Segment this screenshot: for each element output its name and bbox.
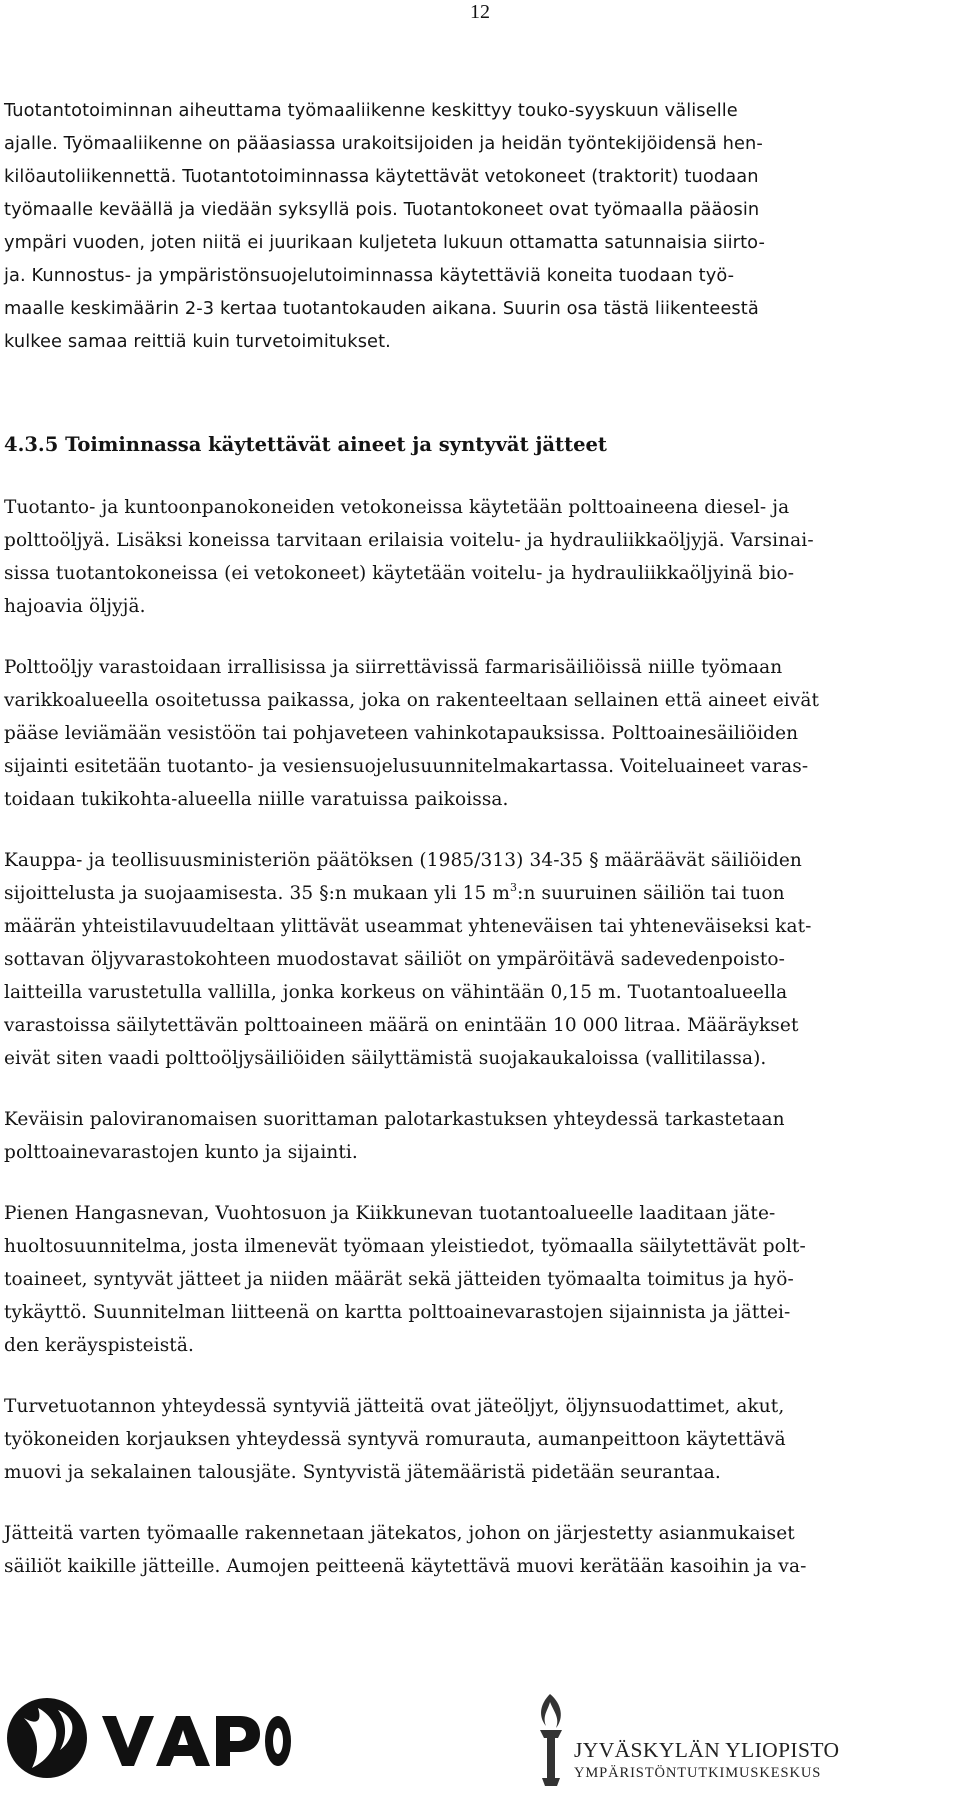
text-line: maalle keskimäärin 2-3 kertaa tuotantokauden aikana. Suurin osa tästä liikenteestä [4,298,759,319]
spacer [4,386,844,428]
text-line: työkoneiden korjauksen yhteydessä syntyvä romurauta, aumanpeittoon käytettävä [4,1429,786,1450]
text-line: Pienen Hangasnevan, Vuohtosuon ja Kiikkunevan tuotantoalueelle laaditaan jäte- [4,1203,776,1224]
text-line: den keräyspisteistä. [4,1335,194,1356]
text-line: Keväisin paloviranomaisen suorittaman palotarkastuksen yhteydessä tarkastetaan [4,1109,785,1130]
text-line: Tuotanto- ja kuntoonpanokoneiden vetokoneissa käytetään polttoaineena diesel- ja [4,497,790,518]
text-line: Kauppa- ja teollisuusministeriön päätöksen (1985/313) 34-35 § määräävät säiliöiden [4,850,802,871]
text-line: tykäyttö. Suunnitelman liitteenä on kartta polttoainevarastojen sijainnista ja jättei- [4,1302,791,1323]
text-line: sissa tuotantokoneissa (ei vetokoneet) käytetään voitelu- ja hydrauliikkaöljyinä bio- [4,563,795,584]
paragraph-waste-types [4,1390,844,1489]
text-line: kulkee samaa reittiä kuin turvetoimitukset. [4,331,391,352]
text-line: ajalle. Työmaaliikenne on pääasiassa urakoitsijoiden ja heidän työntekijöidensä hen- [4,133,763,154]
text-line: polttoainevarastojen kunto ja sijainti. [4,1142,358,1163]
paragraph-waste-plan [4,1197,844,1362]
text-line: sottavan öljyvarastokohteen muodostavat säiliöt on ympäröitävä sadevedenpoisto- [4,949,785,970]
paragraph-traffic [4,94,844,358]
section-heading: 4.3.5 Toiminnassa käytettävät aineet ja syntyvät jätteet [4,433,607,456]
vapo-logo [2,1690,292,1780]
text-line [4,877,844,910]
text-line: varikkoalueella osoitetussa paikassa, joka on rakenteeltaan sellainen että aineet eivät [4,690,819,711]
text-line: eivät siten vaadi polttoöljysäiliöiden säilyttämistä suojakaukaloissa (vallitilassa). [4,1048,767,1069]
page-number: 12 [470,1,490,23]
text-line: hajoavia öljyjä. [4,596,146,617]
paragraph-fire-inspection [4,1103,844,1169]
paragraph-regulation [4,844,844,1075]
text-line: huoltosuunnitelma, josta ilmenevät työmaan yleistiedot, työmaalla säilytettävät polt- [4,1236,806,1257]
text-line: säiliöt kaikille jätteille. Aumojen peitteenä käytettävä muovi kerätään kasoihin ja va- [4,1556,807,1577]
document-body [4,94,844,1611]
text-line: muovi ja sekalainen talousjäte. Syntyvistä jätemääristä pidetään seurantaa. [4,1462,721,1483]
text-segment: sijoittelusta ja suojaamisesta. 35 §:n mukaan yli 15 m [4,883,511,904]
text-line: laitteilla varustetulla vallilla, jonka korkeus on vähintään 0,15 m. Tuotantoalueella [4,982,788,1003]
text-line: Jätteitä varten työmaalle rakennetaan jätekatos, johon on järjestetty asianmukaiset [4,1523,795,1544]
university-unit: YMPÄRISTÖNTUTKIMUSKESKUS [574,1765,822,1781]
text-segment: :n suuruinen säiliön tai tuon [517,883,785,904]
torch-emblem-icon [530,1690,574,1790]
text-line: Tuotantotoiminnan aiheuttama työmaaliikenne keskittyy touko-syyskuun väliselle [4,100,738,121]
superscript: 3 [510,881,518,894]
paragraph-fuels [4,491,844,623]
text-line: ja. Kunnostus- ja ympäristönsuojelutoiminnassa käytettäviä koneita tuodaan työ- [4,265,735,286]
text-line: toidaan tukikohta-alueella niille varatuissa paikoissa. [4,789,509,810]
text-line: toaineet, syntyvät jätteet ja niiden määrät sekä jätteiden työmaalta toimitus ja hyö- [4,1269,794,1290]
paragraph-fuel-storage [4,651,844,816]
text-line: varastoissa säilytettävän polttoaineen määrä on enintään 10 000 litraa. Määräykset [4,1015,799,1036]
text-line: polttoöljyä. Lisäksi koneissa tarvitaan erilaisia voitelu- ja hydrauliikkaöljyjä. Varsinai- [4,530,814,551]
text-line: Turvetuotannon yhteydessä syntyviä jätteitä ovat jäteöljyt, öljynsuodattimet, akut, [4,1396,785,1417]
text-line: pääse leviämään vesistöön tai pohjaveteen vahinkotapauksissa. Polttoainesäiliöiden [4,723,799,744]
text-line: määrän yhteistilavuudeltaan ylittävät useammat yhteneväisen tai yhteneväiseksi kat- [4,916,812,937]
page-footer [0,1690,960,1798]
university-name: JYVÄSKYLÄN YLIOPISTO [574,1738,840,1762]
text-line: Polttoöljy varastoidaan irrallisissa ja siirrettävissä farmarisäiliöissä niille työmaan [4,657,783,678]
paragraph-waste-shelter [4,1517,844,1583]
text-line: kilöautoliikennettä. Tuotantotoiminnassa käytettävät vetokoneet (traktorit) tuodaan [4,166,759,187]
university-logo [530,1690,840,1790]
text-line: ympäri vuoden, joten niitä ei juurikaan kuljeteta lukuun ottamatta satunnaisia siirto- [4,232,765,253]
text-line: sijainti esitetään tuotanto- ja vesiensuojelusuunnitelmakartassa. Voiteluaineet varas- [4,756,809,777]
text-line: työmaalle keväällä ja viedään syksyllä pois. Tuotantokoneet ovat työmaalla pääosin [4,199,760,220]
